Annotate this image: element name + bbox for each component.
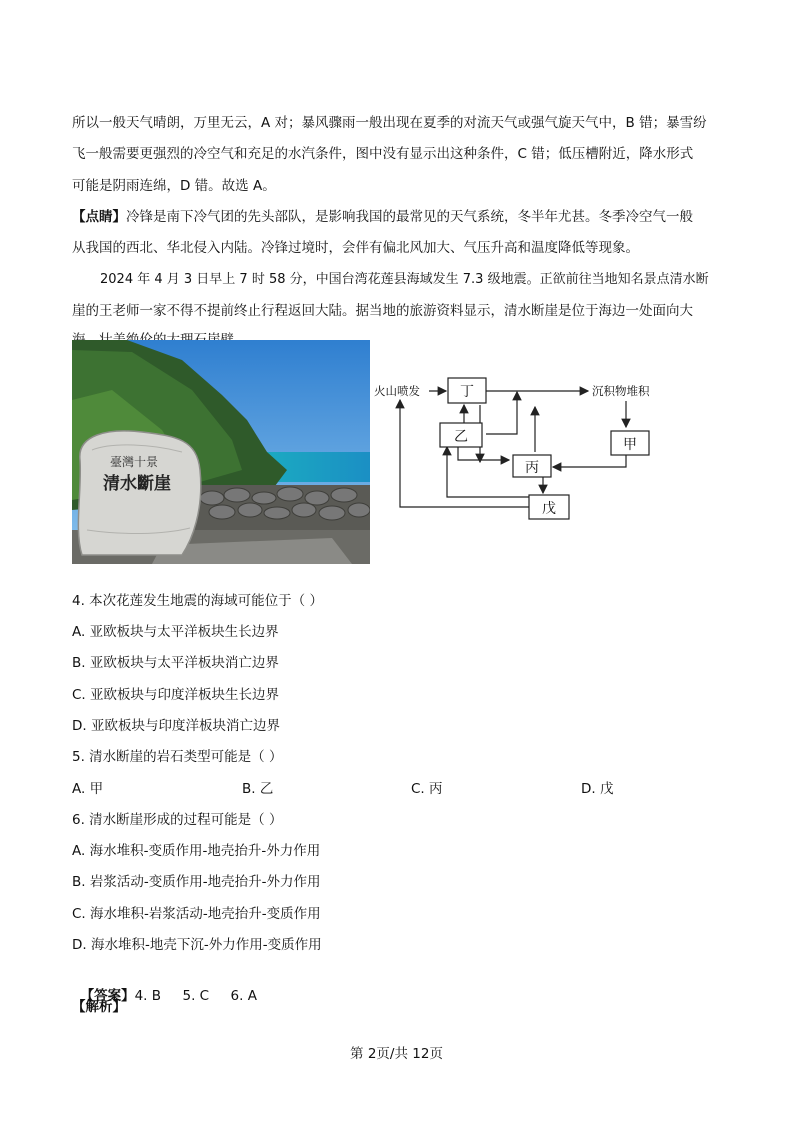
comment-tag: 【点睛】 [72,209,126,225]
q5-option-c: C. 丙 [411,781,443,797]
analysis-line-1: 所以一般天气晴朗，万里无云，A 对；暴风骤雨一般出现在夏季的对流天气或强气旋天气中，B 错；暴雪纷 [72,115,707,131]
label-volcano: 火山喷发 [374,384,420,398]
label-sediment: 沉积物堆积 [592,384,650,398]
q6-option-c: C. 海水堆积-岩浆活动-地壳抬升-变质作用 [72,906,321,922]
label-ding: 丁 [460,384,474,400]
q5-option-a: A. 甲 [72,781,104,797]
label-bing: 丙 [525,460,539,476]
q6-stem: 6. 清水断崖形成的过程可能是（ ） [72,812,283,828]
q5-stem: 5. 清水断崖的岩石类型可能是（ ） [72,749,283,765]
analysis-line-2: 飞一般需要更强烈的冷空气和充足的水汽条件，图中没有显示出这种条件，C 错；低压槽附近，降水形式 [72,146,694,162]
rock-cycle-diagram [372,345,664,567]
q4-option-d: D. 亚欧板块与印度洋板块消亡边界 [72,718,280,734]
comment-line-2: 从我国的西北、华北侵入内陆。冷锋过境时，会伴有偏北风加大、气压升高和温度降低等现象。 [72,240,639,256]
q6-option-b: B. 岩浆活动-变质作用-地壳抬升-外力作用 [72,874,321,890]
answer-tag: 【答案】 [80,988,135,1004]
q5-option-d: D. 戊 [581,781,614,797]
q5-option-b: B. 乙 [242,781,274,797]
label-jia: 甲 [623,437,637,453]
stone-text-2: 清水斷崖 [103,474,171,494]
q4-option-c: C. 亚欧板块与印度洋板块生长边界 [72,687,280,703]
analysis-line-3: 可能是阴雨连绵，D 错。故选 A。 [72,178,276,194]
q6-option-d: D. 海水堆积-地壳下沉-外力作用-变质作用 [72,937,322,953]
label-wu: 戊 [542,501,556,517]
stem-line-2: 崖的王老师一家不得不提前终止行程返回大陆。据当地的旅游资料显示，清水断崖是位于海边一处面向大 [72,303,693,319]
analysis-tag: 【解析】 [72,999,126,1015]
q6-option-a: A. 海水堆积-变质作用-地壳抬升-外力作用 [72,843,321,859]
q4-option-a: A. 亚欧板块与太平洋板块生长边界 [72,624,279,640]
comment-line-1 [72,207,693,227]
q4-option-b: B. 亚欧板块与太平洋板块消亡边界 [72,655,279,671]
cliff-photo [72,340,370,564]
page-footer: 第 2页/共 12页 [350,1046,443,1062]
comment-text-1: 冷锋是南下冷气团的先头部队，是影响我国的最常见的天气系统，冬半年尤甚。冬季冷空气一般 [126,209,693,225]
answer-text: 4. B 5. C 6. A [134,988,257,1004]
stem-line-1: 2024 年 4 月 3 日早上 7 时 58 分，中国台湾花莲县海域发生 7.3 级地震。正欲前往当地知名景点清水断 [100,272,709,287]
label-yi: 乙 [454,429,468,445]
stone-text-1: 臺灣十景 [109,455,159,469]
q4-stem: 4. 本次花莲发生地震的海域可能位于（ ） [72,593,323,609]
